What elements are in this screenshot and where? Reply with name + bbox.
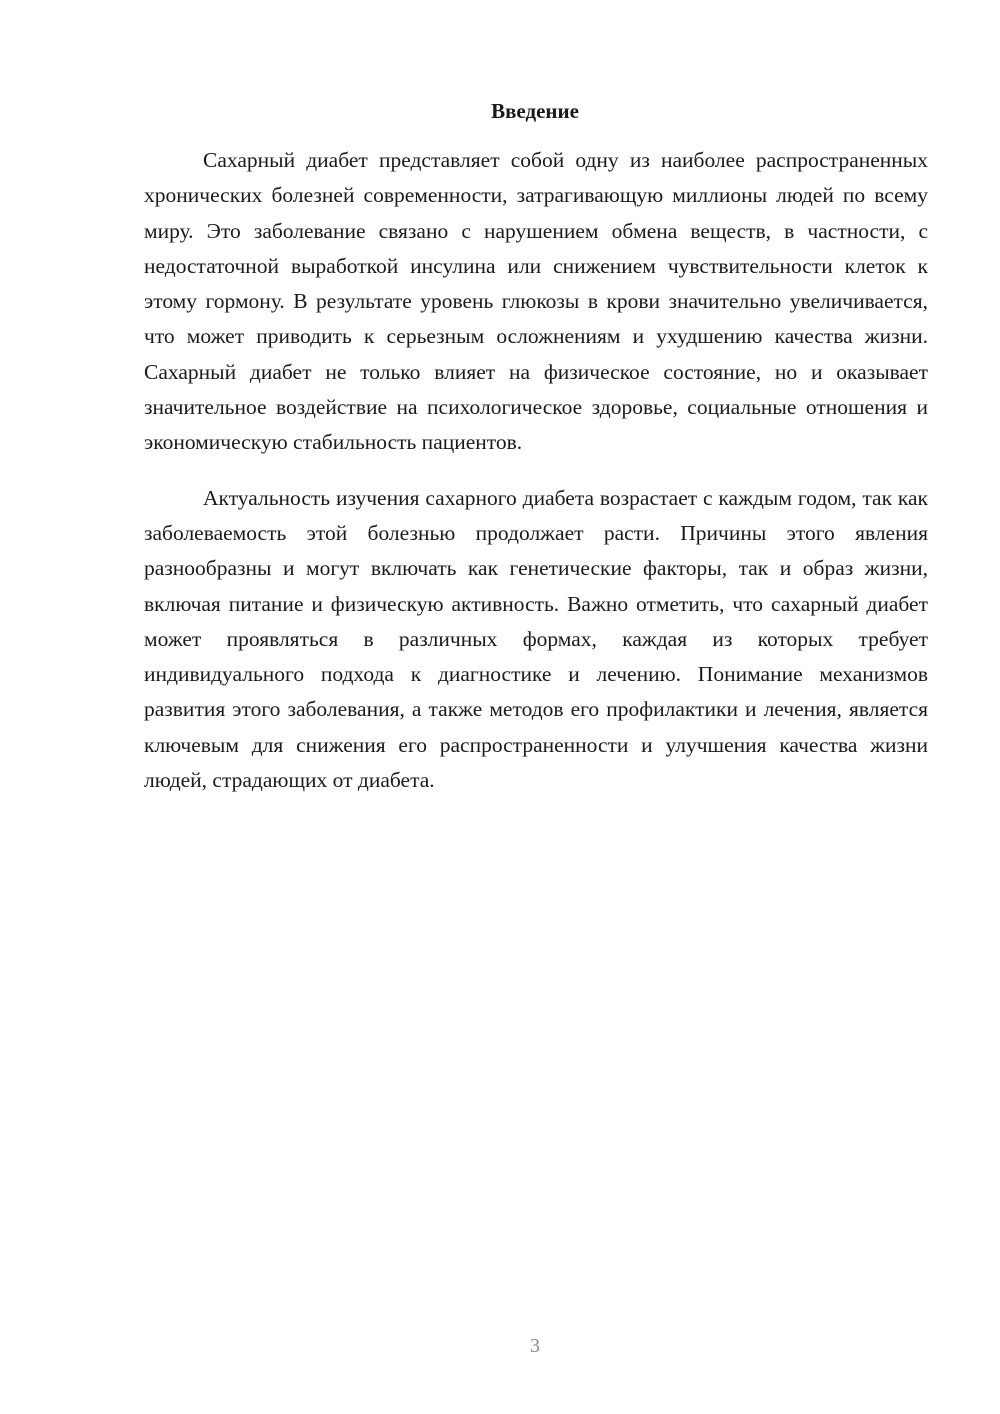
paragraph-2: Актуальность изучения сахарного диабета возрастает с каждым годом, так как заболеваемость этой болезнью продолжает расти. Причины этого явления разнообразны и могут включать как генетические факторы, так и образ жизни, включая питание и физическую активность. Важно отметить, что сахарный диабет может проявляться в различных формах, каждая из которых требует индивидуального подхода к диагностике и лечению. Понимание механизмов развития этого заболевания, а также методов его профилактики и лечения, является ключевым для снижения его распространенности и улучшения качества жизни людей, страдающих от диабета.: [144, 485, 928, 793]
page-number: 3: [530, 1335, 540, 1357]
section-heading: Введение: [491, 99, 579, 123]
body-text: [144, 143, 928, 798]
paragraph-1: Сахарный диабет представляет собой одну из наиболее распространенных хронических болезней современности, затрагивающую миллионы людей по всему миру. Это заболевание связано с нарушением обмена веществ, в частности, с недостаточной выработкой инсулина или снижением чувствительности клеток к этому гормону. В результате уровень глюкозы в крови значительно увеличивается, что может приводить к серьезным осложнениям и ухудшению качества жизни. Сахарный диабет не только влияет на физическое состояние, но и оказывает значительное воздействие на психологическое здоровье, социальные отношения и экономическую стабильность пациентов.: [144, 148, 928, 455]
